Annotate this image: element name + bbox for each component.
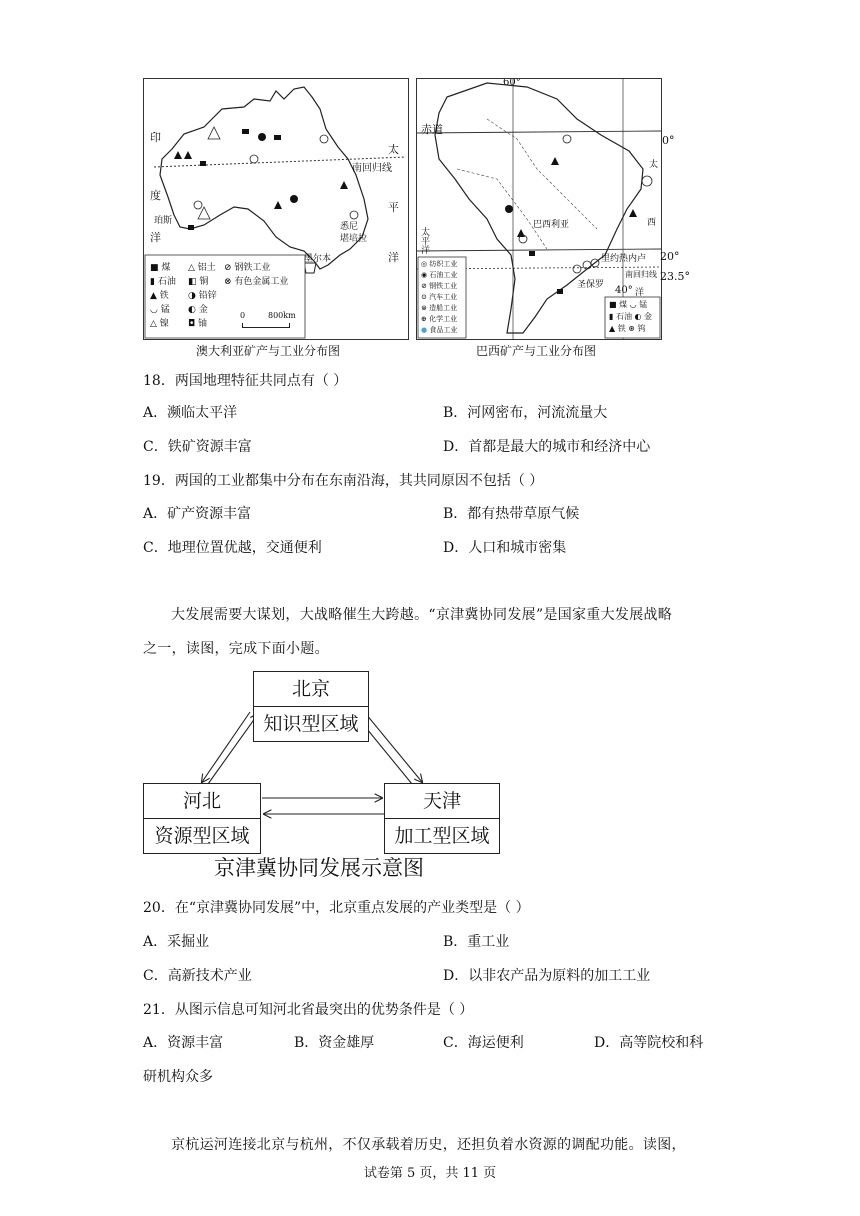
q21-option-a[interactable]: A．资源丰富 <box>143 1035 224 1051</box>
label-brasilia: 巴西利亚 <box>533 220 570 230</box>
tianjin-type: 加工型区域 <box>394 825 490 847</box>
scale-zero: 0 <box>240 311 246 320</box>
legend-nonferrous: ⊗ 有色金属工业 <box>224 277 289 287</box>
legend-lead-zinc: ◑ 铅锌 <box>188 291 217 301</box>
label-pacific: 太平洋 <box>421 228 431 256</box>
legend-gold: 金 <box>644 312 653 321</box>
label-rio: 里约热内卢 <box>601 254 647 264</box>
australia-legend-col-2 <box>188 261 217 331</box>
beijing-name: 北京 <box>254 672 368 707</box>
tianjin-name: 天津 <box>385 784 499 819</box>
australia-map <box>143 78 409 340</box>
legend-shipbuilding: ⊜ 造船工业 <box>421 304 458 312</box>
label-deg-0-outer: 0° <box>662 134 675 147</box>
brazil-legend-left <box>421 259 457 336</box>
q19-option-a[interactable]: A．矿产资源丰富 <box>143 506 252 522</box>
q18-option-a[interactable]: A．濒临太平洋 <box>143 405 238 421</box>
label-tropic-of-capricorn: 南回归线 <box>352 163 392 174</box>
legend-food: ● 食品工业 <box>421 326 458 334</box>
australia-legend-col-1 <box>150 261 176 331</box>
scale-label: 800km <box>268 311 296 320</box>
intro-paragraph-line-2: 之一，读图，完成下面小题。 <box>143 641 329 657</box>
question-18-stem: 18．两国地理特征共同点有（ ） <box>143 373 348 389</box>
label-pacific-2: 平 <box>388 201 399 214</box>
label-melbourne: 墨尔本 <box>304 254 332 264</box>
label-indian-ocean-1: 印 <box>150 131 161 144</box>
page-footer: 试卷第 5 页，共 11 页 <box>363 1166 497 1181</box>
label-pacific-3: 洋 <box>388 251 399 264</box>
beijing-type: 知识型区域 <box>263 713 359 735</box>
label-perth: 珀斯 <box>154 216 173 226</box>
q18-option-b[interactable]: B．河网密布，河流流量大 <box>443 405 608 421</box>
q20-option-c[interactable]: C．高新技术产业 <box>143 968 252 984</box>
australia-map-graphic <box>144 79 408 339</box>
legend-gold: ◐ 金 <box>188 305 208 315</box>
label-sao-paulo: 圣保罗 <box>577 280 605 290</box>
label-tropic: 南回归线 <box>625 270 657 279</box>
q20-option-a[interactable]: A．采掘业 <box>143 934 210 950</box>
diagram-title: 京津冀协同发展示意图 <box>214 856 424 880</box>
legend-textile: ◎ 纺织工业 <box>421 260 458 268</box>
label-lon-60: 60° <box>503 78 521 88</box>
australia-map-caption: 澳大利亚矿产与工业分布图 <box>196 344 341 358</box>
label-canberra: 堪培拉 <box>340 234 368 244</box>
brazil-map <box>416 78 662 340</box>
label-lon-40: 40° <box>615 285 633 296</box>
question-20-stem: 20．在“京津冀协同发展”中，北京重点发展的产业类型是（ ） <box>143 900 530 916</box>
legend-steel: ⊘ 钢铁工业 <box>224 263 271 273</box>
legend-uranium: ◘ 铀 <box>188 319 207 329</box>
q19-option-b[interactable]: B．都有热带草原气候 <box>443 506 580 522</box>
question-19-stem: 19．两国的工业都集中分布在东南沿海，其共同原因不包括（ ） <box>143 473 544 489</box>
legend-manganese: 锰 <box>639 300 648 309</box>
legend-oil: ▮ 石油 <box>150 277 176 287</box>
q20-option-d[interactable]: D．以非农产品为原料的加工工业 <box>443 968 651 984</box>
label-deg-20: 20° <box>660 250 680 263</box>
q21-option-d-continued[interactable]: 研机构众多 <box>143 1069 213 1085</box>
legend-coal: ■ 煤 <box>150 263 171 273</box>
legend-iron: ▲ 铁 <box>150 291 169 301</box>
label-deg-23-5: 23.5° <box>660 270 690 283</box>
q20-option-b[interactable]: B．重工业 <box>443 934 510 950</box>
legend-coal: 煤 <box>619 300 628 309</box>
question-21-stem: 21．从图示信息可知河北省最突出的优势条件是（ ） <box>143 1002 474 1018</box>
hebei-box <box>143 783 261 854</box>
intro-paragraph-line-1: 大发展需要大谋划，大战略催生大跨越。“京津冀协同发展”是国家重大发展战略 <box>171 607 673 623</box>
q21-option-b[interactable]: B．资金雄厚 <box>294 1035 375 1051</box>
label-sydney: 悉尼 <box>340 222 359 232</box>
label-indian-ocean-3: 洋 <box>150 231 161 244</box>
label-pacific-1: 太 <box>388 143 399 156</box>
tianjin-box <box>384 783 500 854</box>
legend-chemical: ⊕ 化学工业 <box>421 315 458 323</box>
label-indian-ocean-2: 度 <box>150 189 161 202</box>
legend-nickel: △ 镍 <box>150 319 169 329</box>
brazil-map-caption: 巴西矿产与工业分布图 <box>476 344 597 358</box>
label-atlantic-1: 太 <box>649 160 659 170</box>
label-equator: 赤道 <box>421 123 443 136</box>
intro2-paragraph-line-1: 京杭运河连接北京与杭州，不仅承载着历史，还担负着水资源的调配功能。读图， <box>171 1137 686 1153</box>
q19-option-d[interactable]: D．人口和城市密集 <box>443 540 567 556</box>
q21-option-d[interactable]: D．高等院校和科 <box>594 1035 704 1051</box>
q18-option-d[interactable]: D．首都是最大的城市和经济中心 <box>443 439 651 455</box>
australia-legend-col-3 <box>224 261 288 289</box>
q18-option-c[interactable]: C．铁矿资源丰富 <box>143 439 252 455</box>
q19-option-c[interactable]: C．地理位置优越，交通便利 <box>143 540 322 556</box>
legend-manganese: ◡ 锰 <box>150 305 170 315</box>
hebei-type: 资源型区域 <box>154 825 250 847</box>
legend-tungsten: 钨 <box>637 324 646 333</box>
legend-petroleum-industry: ◉ 石油工业 <box>421 271 458 279</box>
legend-copper: ◧ 铜 <box>188 277 209 287</box>
q21-option-c[interactable]: C．海运便利 <box>443 1035 524 1051</box>
hebei-name: 河北 <box>144 784 260 819</box>
brazil-legend-right: ■ 煤 ◡ 锰 ▮ 石油 ◐ 金 ▲ 铁 ⊛ 钨 <box>609 300 653 333</box>
legend-auto-industry: ⊙ 汽车工业 <box>421 293 458 301</box>
beijing-box <box>253 671 369 742</box>
scale-bar <box>242 323 290 328</box>
legend-steel-industry: ⊘ 钢铁工业 <box>421 282 458 290</box>
legend-iron: 铁 <box>617 324 626 333</box>
label-atlantic-2: 西 <box>647 218 657 228</box>
legend-bauxite: △ 铝土 <box>188 263 216 273</box>
label-atlantic-3: 洋 <box>635 288 645 298</box>
legend-oil: 石油 <box>615 312 632 321</box>
